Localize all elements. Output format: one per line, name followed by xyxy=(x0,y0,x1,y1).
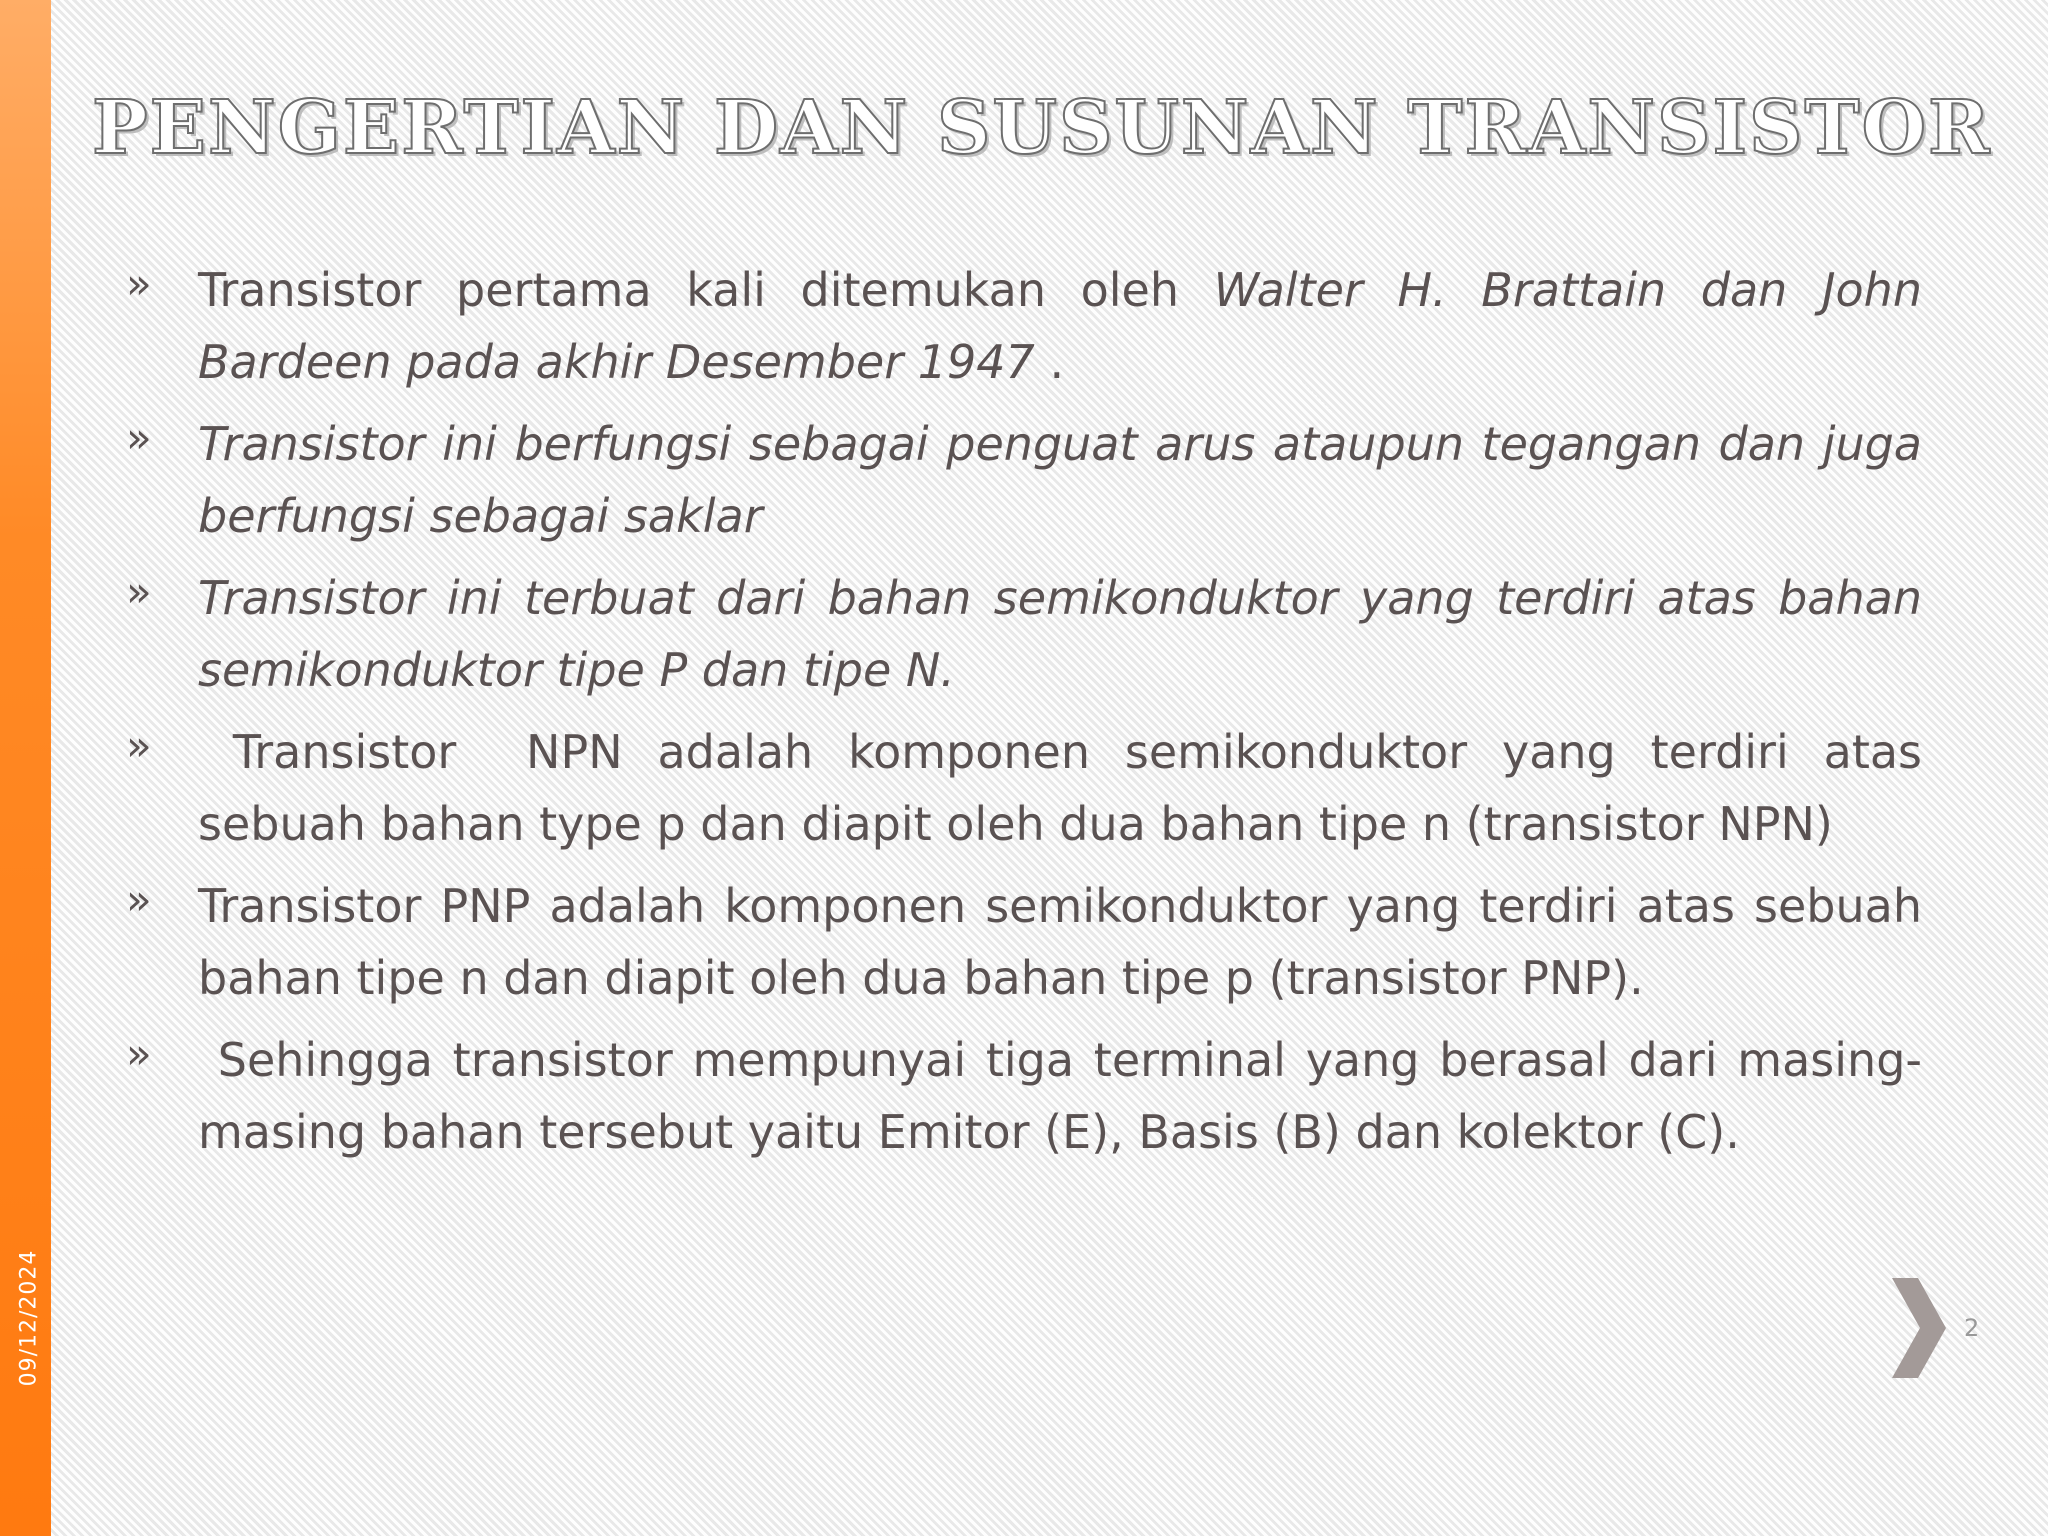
page-number: 2 xyxy=(1964,1314,1980,1342)
bullet-text: Transistor NPN adalah komponen semikonduktor yang terdiri atas sebuah bahan type p dan diapit oleh dua bahan tipe n (transistor NPN) xyxy=(198,725,1937,851)
bullet-text: Sehingga transistor mempunyai tiga terminal yang berasal dari masing-masing bahan tersebut yaitu Emitor (E), Basis (B) dan kolektor (C). xyxy=(198,1033,1922,1159)
bullet-marker-icon: » xyxy=(126,567,152,616)
bullet-item-pnp xyxy=(122,870,1922,1014)
bullet-text-italic: Transistor ini berfungsi sebagai penguat arus ataupun tegangan dan juga berfungsi sebagai saklar xyxy=(198,417,1922,543)
bullet-list xyxy=(122,254,1937,1178)
bullet-text-italic: Walter H. Brattain dan John Bardeen pada akhir Desember 1947 xyxy=(198,263,1922,389)
bullet-item-material xyxy=(122,562,1922,706)
bullet-item-terminals xyxy=(122,1024,1922,1168)
bullet-marker-icon: » xyxy=(126,721,152,770)
bullet-marker-icon: » xyxy=(126,259,152,308)
bullet-marker-icon: » xyxy=(126,1029,152,1078)
bullet-marker-icon: » xyxy=(126,413,152,462)
slide-title: PENGERTIAN DAN SUSUNAN TRANSISTOR xyxy=(92,85,1992,171)
bullet-item-discovery xyxy=(122,254,1922,398)
slide-date: 09/12/2024 xyxy=(16,1249,42,1387)
bullet-item-function xyxy=(122,408,1922,552)
bullet-text: Transistor PNP adalah komponen semikonduktor yang terdiri atas sebuah bahan tipe n dan diapit oleh dua bahan tipe p (transistor PNP). xyxy=(198,879,1922,1005)
bullet-item-npn xyxy=(122,716,1937,860)
side-accent-bar xyxy=(0,0,51,1536)
bullet-text-italic: Transistor ini terbuat dari bahan semikonduktor yang terdiri atas bahan semikonduktor tipe P dan tipe N. xyxy=(198,571,1922,697)
bullet-text-prefix: Transistor pertama kali ditemukan oleh xyxy=(198,263,1214,317)
bullet-text-suffix: . xyxy=(1034,335,1065,389)
chevron-right-icon[interactable] xyxy=(1888,1278,1948,1378)
bullet-marker-icon: » xyxy=(126,875,152,924)
